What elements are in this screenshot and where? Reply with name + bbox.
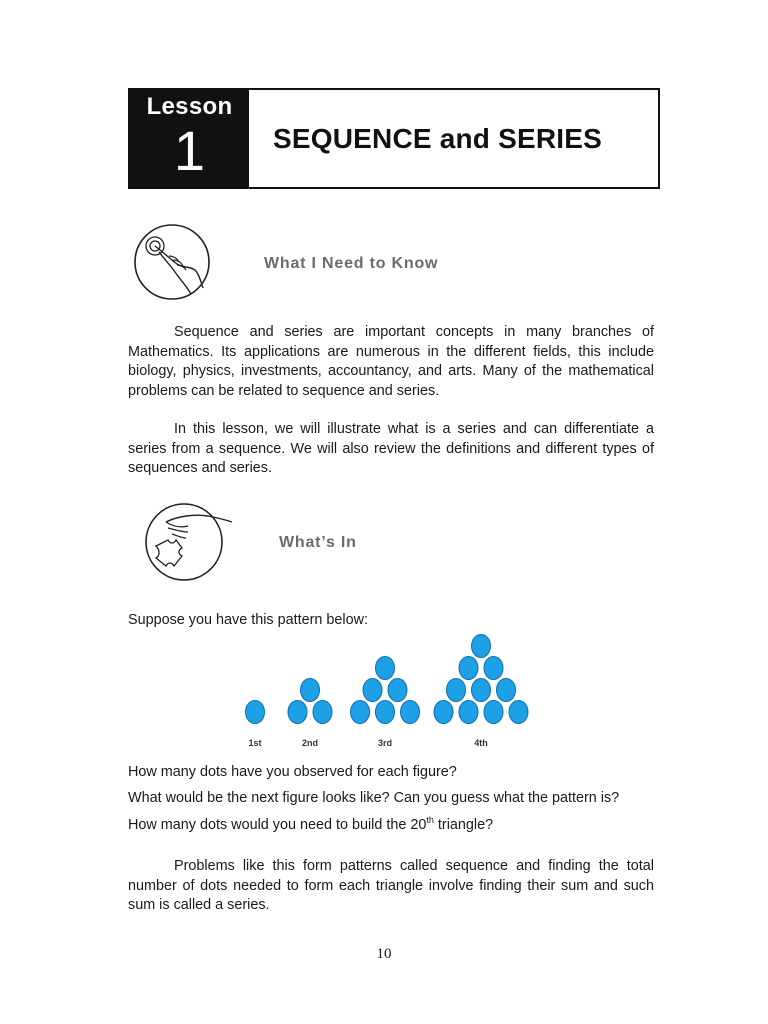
pattern-dot (288, 701, 307, 724)
puzzle-hand-icon (138, 500, 234, 584)
dot-groups (246, 635, 529, 724)
figure-label-1st: 1st (248, 738, 262, 748)
page-number: 10 (376, 946, 392, 962)
pattern-dot (388, 679, 407, 702)
lesson-badge (130, 90, 249, 187)
question-3: How many dots would you need to build the 20th triangle? (128, 815, 494, 833)
section-heading-whats-in: What’s In (279, 534, 357, 551)
question-2: What would be the next figure looks like? Can you guess what the pattern is? (128, 790, 620, 806)
dot-triangle-figure (236, 632, 536, 752)
tap-hand-icon (133, 222, 213, 304)
intro-paragraph-2: In this lesson, we will illustrate what is a series and can differentiate a series from a sequence. We will also review the definitions and different types of sequences and series. (128, 421, 654, 476)
pattern-dot (301, 679, 320, 702)
pattern-dot (351, 701, 370, 724)
lesson-title: SEQUENCE and SERIES (273, 122, 602, 154)
pattern-dot (459, 701, 478, 724)
figure-label-3rd: 3rd (377, 738, 393, 748)
pattern-dot (434, 701, 453, 724)
intro-paragraph-1: Sequence and series are important concepts in many branches of Mathematics. Its applications are numerous in the different fields, this include biology, physics, investments, accountancy, and arts. Many of the mathematical problems can be related to sequence and series. (128, 324, 654, 399)
pattern-dot (472, 635, 491, 658)
figure-label-2nd: 2nd (301, 738, 319, 748)
pattern-dot (447, 679, 466, 702)
pattern-dot (313, 701, 332, 724)
pattern-dot (363, 679, 382, 702)
section-heading-what-i-need-to-know: What I Need to Know (264, 255, 439, 272)
lesson-number: 1 (173, 119, 206, 182)
pattern-intro: Suppose you have this pattern below: (128, 612, 369, 628)
pattern-dot (497, 679, 516, 702)
pattern-dot (459, 657, 478, 680)
lesson-banner (128, 88, 660, 189)
pattern-dot (472, 679, 491, 702)
figure-label-4th: 4th (474, 738, 488, 748)
pattern-dot (484, 701, 503, 724)
lesson-label: Lesson (146, 93, 233, 120)
pattern-dot (376, 701, 395, 724)
pattern-dot (509, 701, 528, 724)
question-1: How many dots have you observed for each figure? (128, 764, 457, 780)
pattern-dot (484, 657, 503, 680)
pattern-dot (376, 657, 395, 680)
pattern-dot (401, 701, 420, 724)
pattern-dot (246, 701, 265, 724)
closing-paragraph: Problems like this form patterns called sequence and finding the total number of dots needed to form each triangle involve finding their sum and such sum is called a series. (128, 858, 654, 913)
